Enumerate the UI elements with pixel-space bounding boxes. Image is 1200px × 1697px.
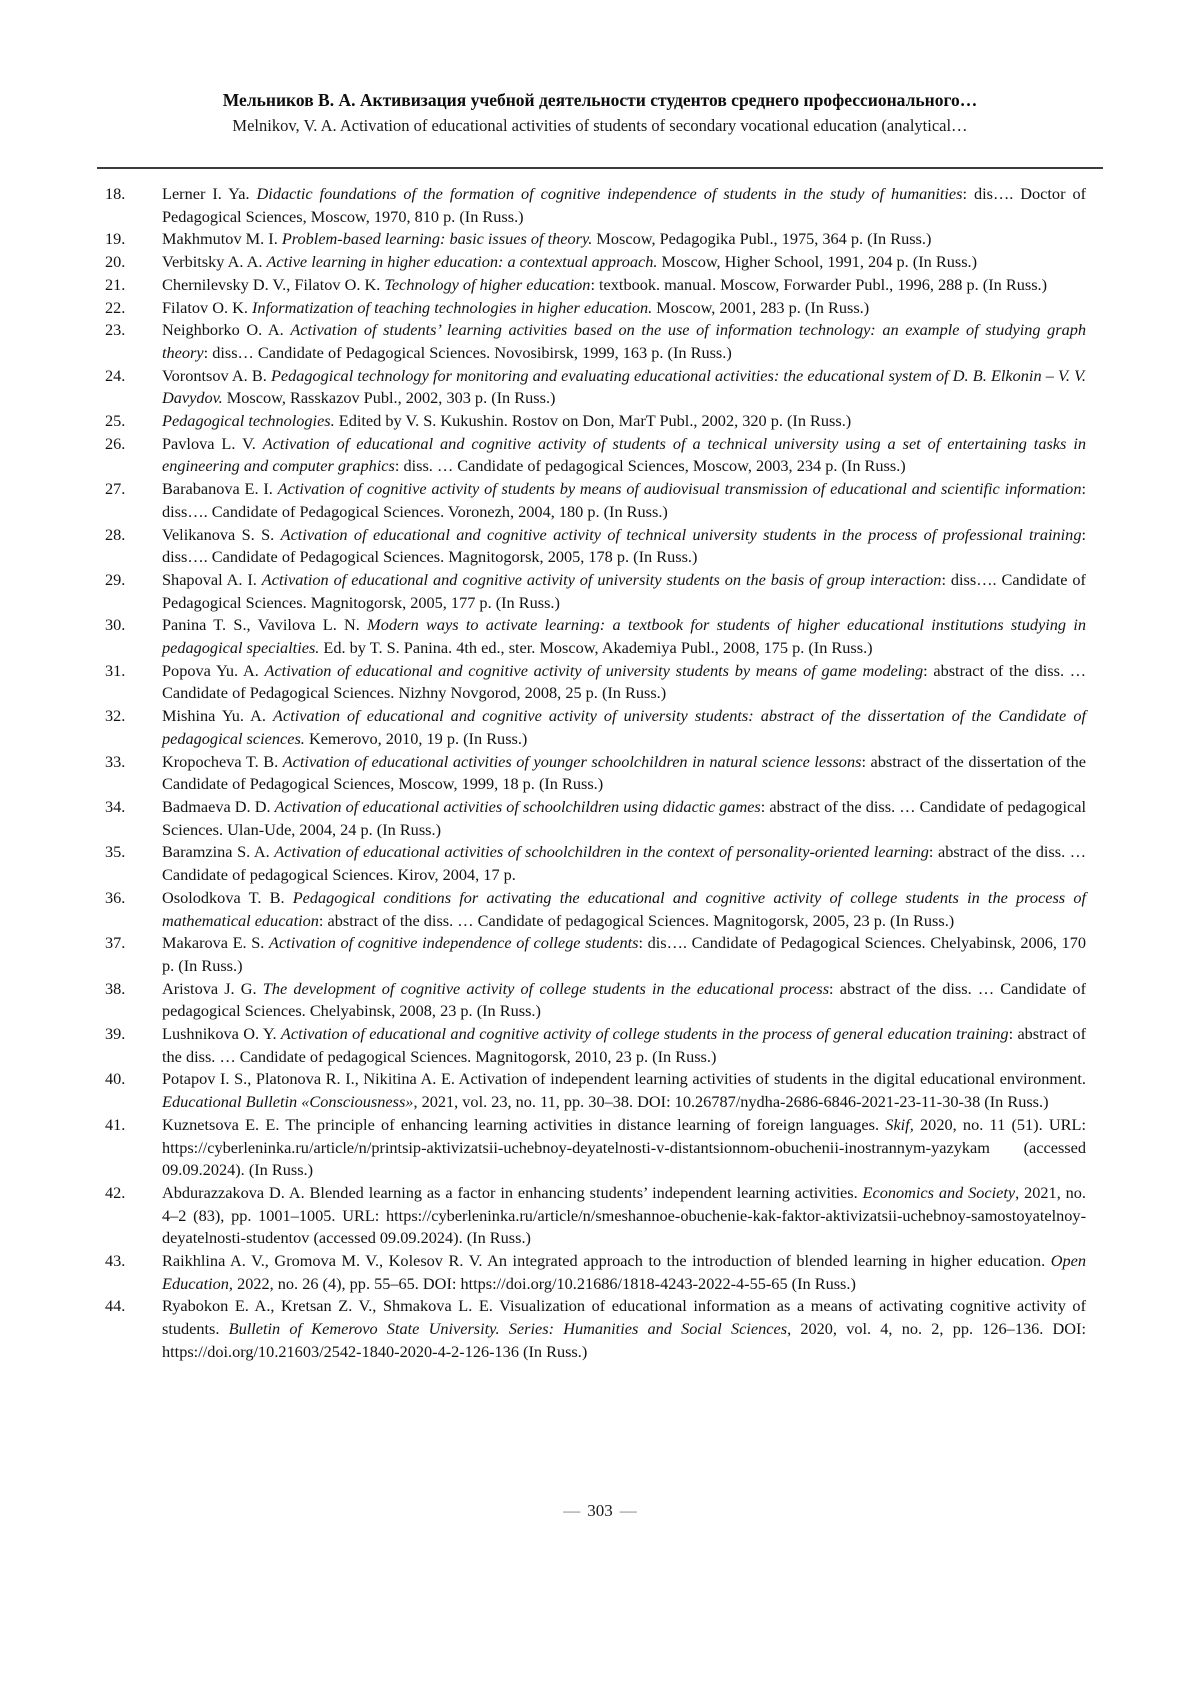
- reference-text: Filatov O. K. Informatization of teaching technologies in higher education. Moscow, 2001, 283 p. (In Russ.): [162, 297, 870, 317]
- reference-number: 44.: [105, 1296, 126, 1316]
- reference-item: [105, 796, 1086, 841]
- reference-number: 39.: [105, 1024, 126, 1044]
- reference-number: 21.: [105, 274, 126, 294]
- reference-number: 37.: [105, 933, 126, 953]
- reference-number: 36.: [105, 887, 126, 907]
- reference-item: [105, 1182, 1086, 1250]
- reference-text: Lerner I. Ya. Didactic foundations of the formation of cognitive independence of students in the study of humanities: dis…. Doctor of Pedagogical Sciences, Moscow, 1970, 810 p. (In Russ.): [162, 184, 1087, 226]
- reference-text: Verbitsky A. A. Active learning in higher education: a contextual approach. Moscow, Higher School, 1991, 204 p. (In Russ.): [162, 252, 978, 272]
- reference-text: Panina T. S., Vavilova L. N. Modern ways to activate learning: a textbook for students of higher educational institutions studying in pedagogical specialties. Ed. by T. S. Panina. 4th ed., ster. Moscow, Akademiya Publ., 2008, 175 p. (In Russ.): [162, 615, 1086, 658]
- reference-text: Potapov I. S., Platonova R. I., Nikitina A. E. Activation of independent learning activities of students in the digital educational environment. Educational Bulletin «Consciousness», 2021, vol. 23, no. 11, pp. 30–38. DOI: 10.26787/nydha-2686-6846-2021-23-11-30-38 (In Russ.): [162, 1069, 1086, 1112]
- reference-number: 42.: [105, 1182, 126, 1202]
- reference-item: [105, 274, 1086, 297]
- reference-item: [105, 319, 1086, 364]
- reference-number: 18.: [105, 184, 126, 203]
- reference-number: 20.: [105, 252, 126, 272]
- reference-item: [105, 251, 1086, 274]
- reference-number: 28.: [105, 524, 126, 544]
- reference-item: [105, 978, 1086, 1023]
- reference-item: [105, 228, 1086, 251]
- reference-number: 22.: [105, 297, 126, 317]
- reference-number: 25.: [105, 411, 126, 431]
- reference-number: 38.: [105, 978, 126, 998]
- page-footer: [0, 1501, 1200, 1521]
- reference-text: Velikanova S. S. Activation of educational and cognitive activity of technical university students in the process of professional training: diss…. Candidate of Pedagogical Sciences. Magnitogorsk, 2005, 178 p. (In Russ.): [162, 524, 1086, 567]
- reference-number: 43.: [105, 1251, 126, 1271]
- reference-text: Mishina Yu. A. Activation of educational and cognitive activity of university students: abstract of the dissertation of the Candidate of pedagogical sciences. Kemerovo, 2010, 19 p. (In Russ.): [162, 706, 1086, 748]
- reference-item: [105, 524, 1086, 569]
- reference-item: [105, 1114, 1086, 1182]
- reference-item: [105, 569, 1086, 614]
- reference-item: [105, 433, 1086, 478]
- reference-text: Osolodkova T. B. Pedagogical conditions for activating the educational and cognitive activity of college students in the process of mathematical education: abstract of the diss. … Candidate of pedagogical Sciences. Magnitogorsk, 2005, 23 p. (In Russ.): [162, 887, 1087, 930]
- reference-number: 30.: [105, 615, 126, 635]
- reference-number: 24.: [105, 365, 126, 385]
- running-header-english: Melnikov, V. A. Activation of educational activities of students of secondary vocational education (analytical…: [232, 116, 968, 135]
- reference-text: Popova Yu. A. Activation of educational and cognitive activity of university students by means of game modeling: abstract of the diss. … Candidate of Pedagogical Sciences. Nizhny Novgorod, 2008, 25 p. (In Russ.): [162, 660, 1087, 703]
- references-list: [105, 183, 1086, 1364]
- running-header: [0, 88, 1200, 138]
- reference-number: 35.: [105, 842, 126, 862]
- reference-number: 34.: [105, 796, 126, 816]
- reference-item: [105, 183, 1086, 228]
- footer-dash-right: —: [619, 1501, 637, 1520]
- reference-item: [105, 410, 1086, 433]
- footer-dash-left: —: [563, 1501, 581, 1520]
- reference-number: 27.: [105, 479, 126, 499]
- reference-text: Kropocheva T. B. Activation of educational activities of younger schoolchildren in natural science lessons: abstract of the dissertation of the Candidate of Pedagogical Sciences, Moscow, 1999, 18 p. (In Russ.): [162, 751, 1087, 794]
- reference-text: Barabanova E. I. Activation of cognitive activity of students by means of audiovisual transmission of educational and scientific information: diss…. Candidate of Pedagogical Sciences. Voronezh, 2004, 180 p. (In Russ.): [162, 479, 1086, 521]
- reference-number: 19.: [105, 229, 126, 249]
- reference-text: Neighborko O. A. Activation of students’ learning activities based on the use of information technology: an example of studying graph theory: diss… Candidate of Pedagogical Sciences. Novosibirsk, 1999, 163 p. (In Russ.): [162, 320, 1086, 362]
- reference-item: [105, 1068, 1086, 1113]
- reference-text: Pedagogical technologies. Edited by V. S. Kukushin. Rostov on Don, MarT Publ., 2002, 320 p. (In Russ.): [162, 411, 852, 431]
- reference-item: [105, 478, 1086, 523]
- header-divider-rule: [97, 167, 1103, 169]
- reference-item: [105, 614, 1086, 659]
- reference-text: Lushnikova O. Y. Activation of educational and cognitive activity of college students in the process of general education training: abstract of the diss. … Candidate of pedagogical Sciences. Magnitogorsk, 2010, 23 p. (In Russ.): [162, 1024, 1086, 1066]
- reference-text: Aristova J. G. The development of cognitive activity of college students in the educational process: abstract of the diss. … Candidate of pedagogical Sciences. Chelyabinsk, 2008, 23 p. (In Russ.): [162, 978, 1086, 1021]
- reference-text: Abdurazzakova D. A. Blended learning as a factor in enhancing students’ independent learning activities. Economics and Society, 2021, no. 4–2 (83), pp. 1001–1005. URL: https://cyberleninka.ru/article/n/smeshannoe-obuchenie-kak-faktor-aktivizatsii-uchebnoy-samostoyatelnoy-deyatelnosti-studentov (accessed 09.09.2024). (In Russ.): [162, 1182, 1086, 1248]
- reference-item: [105, 887, 1086, 932]
- reference-text: Makhmutov M. I. Problem-based learning: basic issues of theory. Moscow, Pedagogika Publ., 1975, 364 p. (In Russ.): [162, 229, 932, 249]
- reference-text: Ryabokon E. A., Kretsan Z. V., Shmakova L. E. Visualization of educational information as a means of activating cognitive activity of students. Bulletin of Kemerovo State University. Series: Humanities and Social Sciences, 2020, vol. 4, no. 2, pp. 126–136. DOI: https://doi.org/10.21603/2542-1840-2020-4-2-126-136 (In Russ.): [162, 1296, 1086, 1361]
- reference-item: [105, 365, 1086, 410]
- reference-number: 33.: [105, 751, 126, 771]
- reference-number: 41.: [105, 1114, 126, 1134]
- reference-text: Chernilevsky D. V., Filatov O. K. Technology of higher education: textbook. manual. Moscow, Forwarder Publ., 1996, 288 p. (In Russ.): [162, 274, 1048, 294]
- reference-number: 23.: [105, 320, 126, 340]
- reference-number: 26.: [105, 433, 126, 453]
- running-header-russian: Мельников В. А. Активизация учебной деятельности студентов среднего профессионального…: [222, 90, 978, 110]
- reference-number: 29.: [105, 569, 126, 589]
- reference-number: 31.: [105, 660, 126, 680]
- reference-item: [105, 1023, 1086, 1068]
- reference-item: [105, 751, 1086, 796]
- reference-item: [105, 841, 1086, 886]
- reference-item: [105, 1295, 1086, 1363]
- reference-text: Shapoval A. I. Activation of educational and cognitive activity of university students on the basis of group interaction: diss…. Candidate of Pedagogical Sciences. Magnitogorsk, 2005, 177 p. (In Russ.): [162, 569, 1086, 612]
- page-number: 303: [587, 1501, 613, 1520]
- reference-item: [105, 1250, 1086, 1295]
- reference-text: Raikhlina A. V., Gromova M. V., Kolesov R. V. An integrated approach to the introduction of blended learning in higher education. Open Education, 2022, no. 26 (4), pp. 55–65. DOI: https://doi.org/10.21686/1818-4243-2022-4-55-65 (In Russ.): [162, 1251, 1086, 1293]
- reference-text: Vorontsov A. B. Pedagogical technology for monitoring and evaluating educational activities: the educational system of D. B. Elkonin – V. V. Davydov. Moscow, Rasskazov Publ., 2002, 303 p. (In Russ.): [162, 365, 1086, 408]
- reference-text: Badmaeva D. D. Activation of educational activities of schoolchildren using didactic games: abstract of the diss. … Candidate of pedagogical Sciences. Ulan-Ude, 2004, 24 p. (In Russ.): [162, 796, 1087, 839]
- reference-number: 32.: [105, 706, 126, 726]
- reference-item: [105, 932, 1086, 977]
- reference-text: Pavlova L. V. Activation of educational and cognitive activity of students of a technical university using a set of entertaining tasks in engineering and computer graphics: diss. … Candidate of pedagogical Sciences, Moscow, 2003, 234 p. (In Russ.): [162, 433, 1086, 476]
- reference-number: 40.: [105, 1069, 126, 1089]
- reference-text: Baramzina S. A. Activation of educational activities of schoolchildren in the context of personality-oriented learning: abstract of the diss. … Candidate of pedagogical Sciences. Kirov, 2004, 17 p.: [162, 842, 1087, 885]
- reference-item: [105, 297, 1086, 320]
- reference-text: Makarova E. S. Activation of cognitive independence of college students: dis…. Candidate of Pedagogical Sciences. Chelyabinsk, 2006, 170 p. (In Russ.): [162, 933, 1086, 975]
- reference-item: [105, 705, 1086, 750]
- reference-text: Kuznetsova E. E. The principle of enhancing learning activities in distance learning of foreign languages. Skif, 2020, no. 11 (51). URL: https://cyberleninka.ru/article/n/printsip-aktivizatsii-uchebnoy-deyatelnosti-v-distantsionnom-obuchenii-inostrannym-yazykam (accessed 09.09.2024). (In Russ.): [162, 1114, 1087, 1180]
- reference-item: [105, 660, 1086, 705]
